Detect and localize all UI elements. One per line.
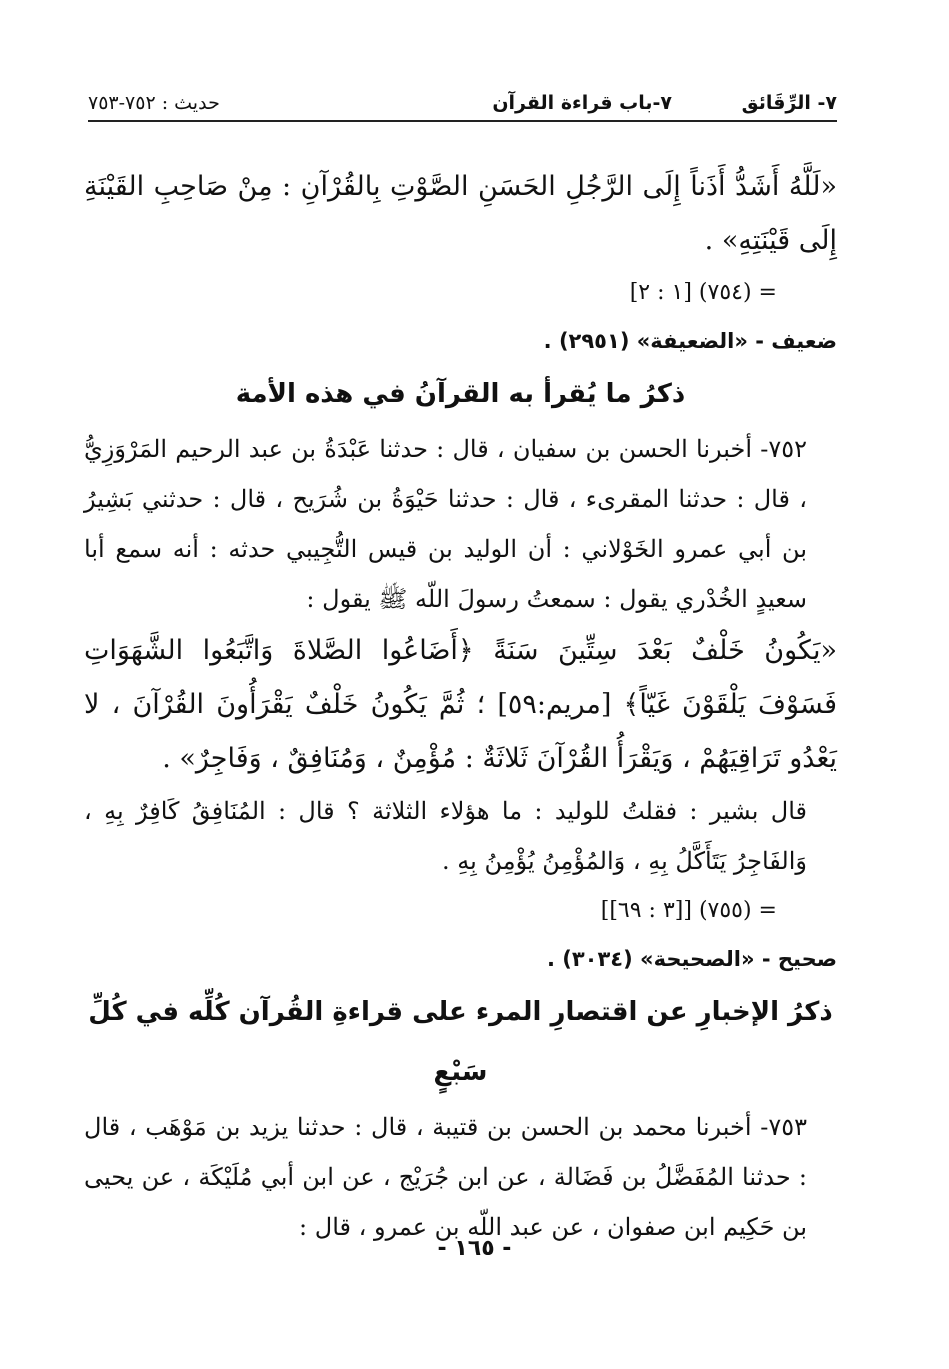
matn-752: «يَكُونُ خَلْفٌ بَعْدَ سِتِّينَ سَنَةً ﴿أَضَاعُوا الصَّلاةَ وَاتَّبَعُوا الشَّهَوَاتِ فَسَوْفَ يَلْقَوْنَ غَيّاً﴾ [مريم:٥٩] ؛ ثُمَّ يَكُونُ خَلْفٌ يَقْرَأُونَ القُرْآنَ ، لا يَعْدُو تَرَاقِيَهُمْ ، وَيَقْرَأُ القُرْآنَ ثَلاثَةٌ : مُؤْمِنٌ ، وَمُنَافِقٌ ، وَفَاجِرٌ» . (84, 635, 837, 774)
bashir-commentary: قال بشير : فقلتُ للوليد : ما هؤلاء الثلاثة ؟ قال : المُنَافِقُ كَافِرٌ بِهِ ، وَالفَاجِرُ يَتَأَكَّلُ بِهِ ، وَالمُؤْمِنُ يُؤْمِنُ بِهِ . (84, 797, 807, 875)
section-heading-1: ذكرُ ما يُقرأ به القرآنُ في هذه الأمة (235, 379, 686, 409)
isnad-752: ٧٥٢- أخبرنا الحسن بن سفيان ، قال : حدثنا عَبْدَةُ بن عبد الرحيم المَرْوَزِيُّ ، قال : حدثنا المقرىء ، قال : حدثنا حَيْوَةُ بن شُرَيح ، قال : حدثني بَشِيرُ بن أبي عمرو الخَوْلاني : أن الوليد بن قيس التُّجِيبي حدثه : أنه سمع أبا سعيدٍ الخُدْري يقول : سمعتُ رسولَ اللّه ﷺ يقول : (84, 435, 807, 613)
running-header (88, 86, 837, 122)
page-number: - ١٦٥ - (437, 1236, 512, 1261)
page-body (84, 160, 837, 1252)
cross-reference-754: = (٧٥٤) [١ : ٢] (629, 280, 777, 305)
hadith-quote-751: «لَلَّهُ أَشَدُّ أَذَناً إِلَى الرَّجُلِ الحَسَنِ الصَّوْتِ بِالقُرْآنِ : مِنْ صَاحِبِ القَيْنَةِ إِلَى قَيْنَتِهِ» . (84, 171, 837, 256)
hadith-range: حديث : ٧٥٢-٧٥٣ (88, 92, 220, 114)
grading-note-2: صحيح - «الصحيحة» (٣٠٣٤) . (546, 947, 837, 971)
section-title: ٧-باب قراءة القرآن (492, 92, 672, 114)
isnad-753: ٧٥٣- أخبرنا محمد بن الحسن بن قتيبة ، قال : حدثنا يزيد بن مَوْهَب ، قال : حدثنا المُفَضَّلُ بن فَضَالة ، عن ابن جُرَيْج ، عن ابن أبي مُلَيْكَة ، عن يحيى بن حَكِيم ابن صفوان ، عن عبد اللّه بن عمرو ، قال : (84, 1113, 807, 1241)
chapter-title: ٧- الرِّقَائق (741, 92, 837, 114)
cross-reference-755: = (٧٥٥) [[٣ : ٦٩]] (600, 898, 777, 923)
grading-note-1: ضعيف - «الضعيفة» (٢٩٥١) . (543, 329, 837, 353)
section-heading-2: ذكرُ الإخبارِ عن اقتصارِ المرء على قراءةِ القُرآن كُلِّه في كُلِّ سَبْعٍ (88, 997, 833, 1087)
